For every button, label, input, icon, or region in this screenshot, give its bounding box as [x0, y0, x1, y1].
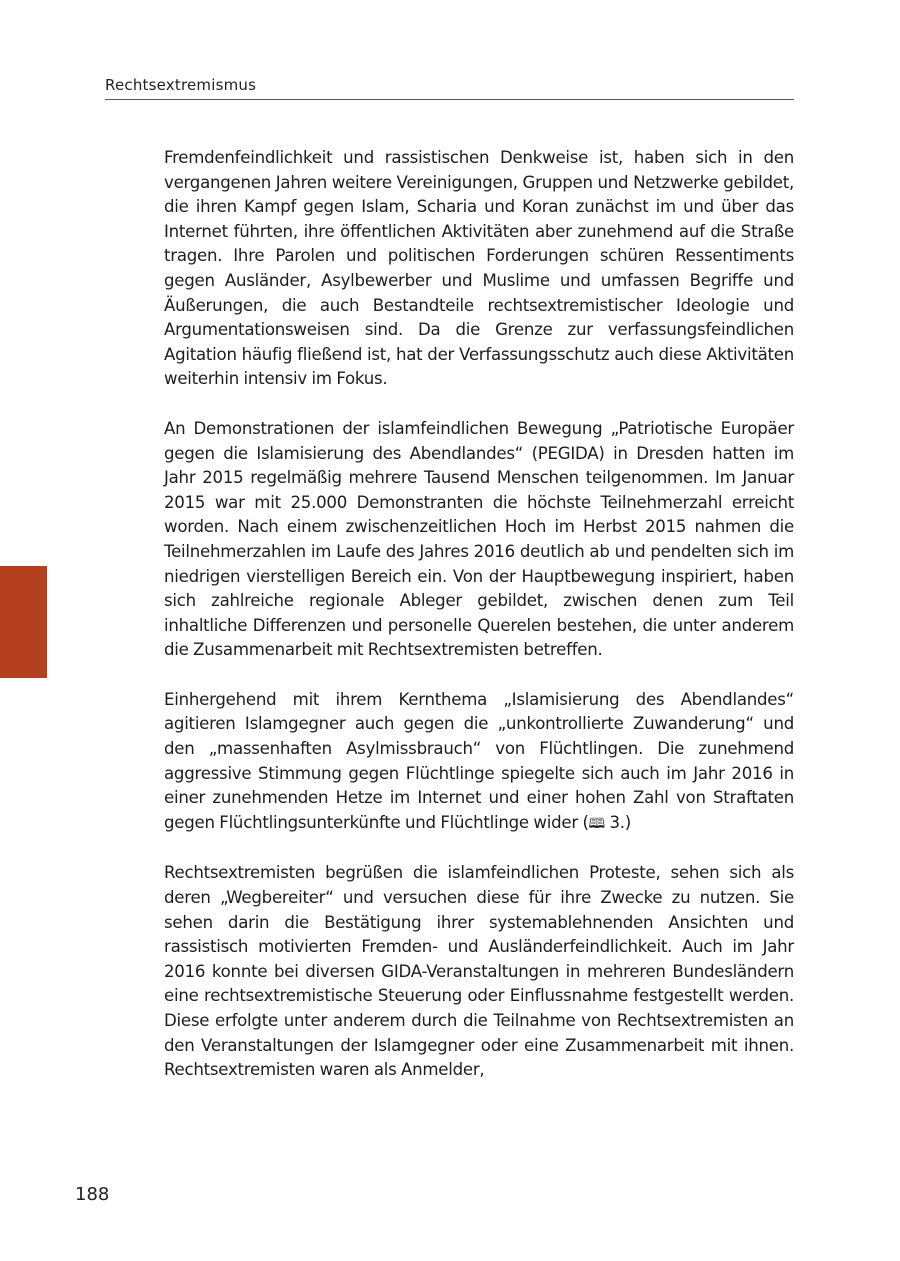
header-divider: [105, 99, 794, 100]
paragraph-3: [164, 688, 794, 837]
paragraph-4: Rechtsextremisten begrüßen die islamfeindlichen Proteste, sehen sich als deren „Wegbereiter“ und versuchen diese für ihre Zwecke zu nutzen. Sie sehen darin die Bestätigung ihrer systemablehnenden Ansichten und rassistisch motivierten Fremden- und Ausländerfeindlichkeit. Auch im Jahr 2016 konnte bei diversen GIDA-Veranstaltungen in mehreren Bundesländern eine rechtsextremistische Steuerung oder Einflussnahme festgestellt werden. Diese erfolgte unter anderem durch die Teilnahme von Rechtsextremisten an den Veranstaltungen der Islamgegner oder eine Zusammenarbeit mit ihnen. Rechtsextremisten waren als Anmelder,: [164, 863, 794, 1080]
paragraph-2: An Demonstrationen der islamfeindlichen Bewegung „Patriotische Europäer gegen die Islamisierung des Abendlandes“ (PEGIDA) in Dresden hatten im Jahr 2015 regelmäßig mehrere Tausend Menschen teilgenommen. Im Januar 2015 war mit 25.000 Demonstranten die höchste Teilnehmerzahl erreicht worden. Nach einem zwischenzeitlichen Hoch im Herbst 2015 nahmen die Teilnehmerzahlen im Laufe des Jahres 2016 deutlich ab und pendelten sich im niedrigen vierstelligen Bereich ein. Von der Hauptbewegung inspiriert, haben sich zahlreiche regionale Ableger gebildet, zwischen denen zum Teil inhaltliche Differenzen und personelle Querelen bestehen, die unter anderem die Zusammenarbeit mit Rechtsextremisten betreffen.: [164, 418, 794, 660]
section-marker-tab: [0, 566, 47, 678]
open-book-icon: 🕮: [588, 815, 605, 832]
paragraph-3-text: Einhergehend mit ihrem Kernthema „Islamisierung des Abendlandes“ agitieren Islamgegner auch gegen die „unkontrollierte Zuwanderung“ und den „massenhaften Asylmissbrauch“ von Flüchtlingen. Die zunehmend aggressive Stimmung gegen Flüchtlinge spiegelte sich auch im Jahr 2016 in einer zunehmenden Hetze im Internet und einer hohen Zahl von Straftaten gegen Flüchtlingsunterkünfte und Flüchtlinge wider (: [164, 689, 794, 832]
paragraph-1: Fremdenfeindlichkeit und rassistischen Denkweise ist, haben sich in den vergangenen Jahren weitere Vereinigungen, Gruppen und Netzwerke gebildet, die ihren Kampf gegen Islam, Scharia und Koran zunächst im und über das Internet führten, ihre öffentlichen Aktivitäten aber zunehmend auf die Straße tragen. Ihre Parolen und politischen Forderungen schüren Ressentiments gegen Ausländer, Asylbewerber und Muslime und umfassen Begriffe und Äußerungen, die auch Bestandteile rechtsextremistischer Ideologie und Argumentationsweisen sind. Da die Grenze zur verfassungsfeindlichen Agitation häufig fließend ist, hat der Verfassungsschutz auch diese Aktivitäten weiterhin intensiv im Fokus.: [164, 148, 794, 389]
page-number: 188: [75, 1184, 110, 1205]
running-header: Rechtsextremismus: [105, 76, 257, 94]
cross-reference[interactable]: 3.): [609, 812, 632, 832]
body-text: [164, 146, 794, 1108]
